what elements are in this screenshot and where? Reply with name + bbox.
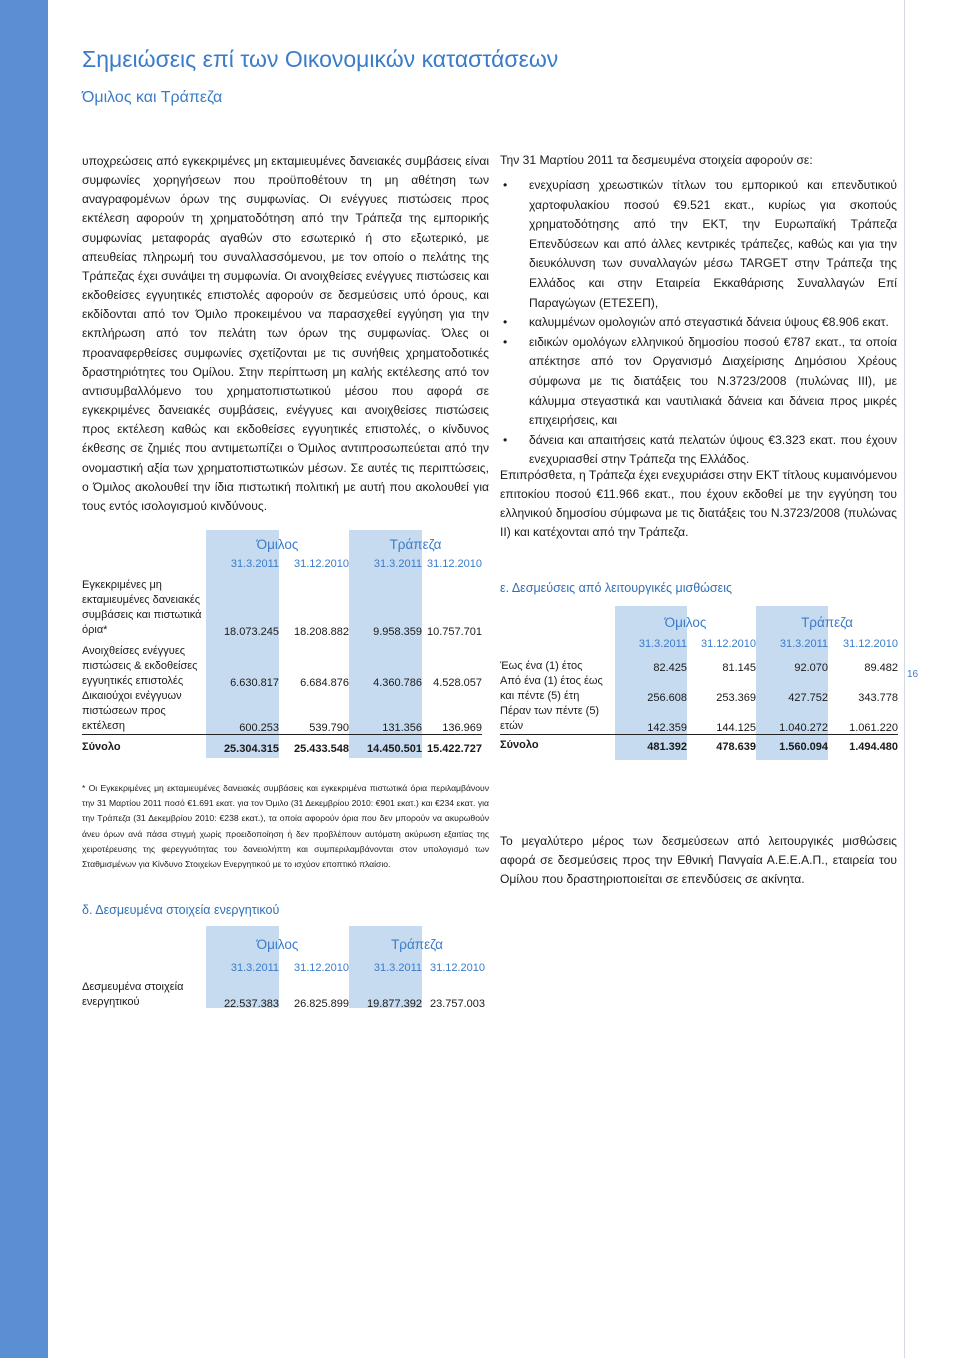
commitments-paragraph: υποχρεώσεις από εγκεκριμένες μη εκταμιευμένες δανειακές συμβάσεις είναι συμφωνίες χορηγήσεων που προϋποθέτουν τη μη αθέτηση των αναγραφομένων όρων της συμφωνίας. Οι ενέγγυες πιστώσεις προς εκτέλεση αφορούν τη χρηματοδότηση από την Τράπεζα της εμπορικής συμφωνίας μεταφοράς αγαθών στο εσωτερικό ή στο εξωτερικό, με απευθείας πληρωμή του συναλλασσόμενου, με τον οποίο ο πελάτης της Τράπεζας έχει συνάψει τη συμφωνία. Οι ανοιχθείσες ενέγγυες πιστώσεις και εκδοθείσες εγγυητικές επιστολές αφορούν σε δεσμεύσεις υπό όρους, και εκδίδονται από τον Όμιλο προκειμένου να παρασχεθεί εγγύηση για την εκπλήρωση από τον πελάτη των όρων της συμφωνίας. Όλες οι προαναφερθείσες συμφωνίες σχετίζονται με τις συνήθεις χρηματοδοτικές δραστηριότητες του Ομίλου. Στην περίπτωση μη καλής εκτέλεσης από τον αντισυμβαλλόμενο του χρηματοπιστωτικού μέσου που αφορά σε εγκεκριμένες δανειακές συμβάσεις, ενέγγυες και ανοιχθείσες πιστώσεις προς εκτέλεση καθώς και εκδοθείσες εγγυητικές επιστολές, ο κίνδυνος έκθεσης σε ζημιές που αντιμετωπίζει ο Όμιλος αντιπροσωπεύεται από την ονομαστική αξία των χρηματοπιστωτικών μέσων. Σε αυτές τις περιπτώσεις, ο Όμιλος ακολουθεί την ίδια πιστωτική πολιτική με αυτή που ακολουθεί για τους εντός ισολογισμού κινδύνους.: [82, 154, 489, 513]
total-label: Σύνολο: [500, 735, 615, 753]
cell-value: 600.253: [239, 722, 279, 734]
group-header-omilos: Όμιλος: [256, 937, 299, 952]
cell-value: 539.790: [309, 722, 350, 734]
list-item: • καλυμμένων ομολογιών από στεγαστικά δάνεια ύψους €8.906 εκατ.: [500, 313, 897, 333]
ect-pledge-paragraph: Επιπρόσθετα, η Τράπεζα έχει ενεχυριάσει στην ΕΚΤ τίτλους κυμαινόμενου επιτοκίου ποσού €11.966 εκατ., που έχουν εκδοθεί με την εγγύηση του ελληνικού δημοσίου σύμφωνα με τις διατάξεις του Ν.3723/2008 (πυλώνας ΙΙ) και κατέχονται από την Τράπεζα.: [500, 468, 897, 540]
total-value: 15.422.727: [422, 735, 482, 755]
table-row: [500, 704, 898, 735]
cell-value: 26.825.899: [293, 998, 350, 1010]
pledged-items-list: [500, 176, 897, 470]
date-header: 31.3.2011: [230, 558, 279, 570]
list-item: • δάνεια και απαιτήσεις κατά πελατών ύψους €3.323 εκατ. που έχουν ενεχυριασθεί στην Τράπεζα της Ελλάδος.: [500, 431, 897, 470]
row-label: Έως ένα (1) έτος: [500, 660, 583, 672]
date-header: 31.3.2011: [779, 638, 829, 650]
cell-value: 89.482: [864, 662, 899, 674]
cell-value: 253.369: [716, 692, 757, 704]
group-header-omilos: Όμιλος: [664, 615, 707, 630]
cell-value: 10.757.701: [426, 626, 483, 638]
date-header: 31.3.2011: [373, 558, 423, 570]
total-value: 25.433.548: [279, 735, 349, 755]
date-header: 31.12.2010: [700, 638, 757, 650]
date-header: 31.12.2010: [293, 962, 350, 974]
section-e-heading: ε. Δεσμεύσεις από λειτουργικές μισθώσεις: [500, 581, 733, 595]
date-header: 31.12.2010: [426, 558, 483, 570]
footnote: * Οι Εγκεκριμένες μη εκταμιευμένες δανειακές συμβάσεις και εγκεκριμένα πιστωτικά όρια περιλαμβάνουν την 31 Μαρτίου 2011 ποσό €1.691 εκατ. για τον Όμιλο (31 Δεκεμβρίου 2010: €901 εκατ.) και €234 εκατ. για την Τράπεζα (31 Δεκεμβρίου 2010: €238 εκατ.), τα οποία αφορούν όρια που δεν μπορούν να ακυρωθούν άνευ όρων ανά πάσα στιγμή χωρίς προειδοποίηση ή δεν προβλέπουν αυτόματη ακύρωση εξαιτίας της χειροτέρευσης της φερεγγυότητας του δανειολήπτη και συμπεριλαμβάνονται στον υπολογισμό των Σταθμισμένων για Κίνδυνο Στοιχείων Ενεργητικού με το ισχύον εποπτικό πλαίσιο.: [82, 783, 489, 870]
cell-value: 81.145: [722, 662, 757, 674]
commitments-table-block: [82, 530, 489, 776]
row-label: Εγκεκριμένες μη εκταμιευμένες δανειακές συμβάσεις και πιστωτικά όρια*: [82, 579, 202, 636]
total-value: 25.304.315: [206, 735, 279, 755]
cell-value: 82.425: [653, 662, 687, 674]
pledged-table: [82, 926, 485, 1010]
list-item: • ειδικών ομολόγων ελληνικού δημοσίου ποσού €787 εκατ., τα οποία απέκτησε από τον Οργανισμό Διαχείρισης Δημόσιου Χρέους σύμφωνα με τις διατάξεις του Ν.3723/2008 (πυλώνας ΙΙΙ), με κάλυμμα στεγαστικά και ναυτιλιακά δάνεια και δάνεια προς μικρές επιχειρήσεις, και: [500, 333, 897, 431]
cell-value: 19.877.392: [366, 998, 423, 1010]
total-value: 14.450.501: [349, 735, 422, 755]
date-header: 31.3.2011: [638, 638, 687, 650]
leases-table-block: [500, 606, 900, 762]
total-label: Σύνολο: [82, 735, 206, 755]
left-color-band: [0, 0, 48, 1358]
list-item: • ενεχυρίαση χρεωστικών τίτλων του εμπορικού και επενδυτικού χαρτοφυλακίου ποσού €9.521 εκατ., κυρίως για σκοπούς χρηματοδότησης από την ΕΚΤ, την Ευρωπαϊκή Τράπεζα Επενδύσεων και από άλλες κεντρικές τράπεζες, καθώς και για την διευκόλυνση των συναλλαγών μέσω TARGET στην Τράπεζα της Ελλάδος και στην Εταιρεία Εκκαθάρισης Συναλλαγών Επί Παραγώγων (ΕΤΕΣΕΠ),: [500, 176, 897, 313]
total-value: 478.639: [687, 735, 756, 753]
table-row: [82, 578, 482, 638]
total-row: [82, 735, 482, 755]
cell-value: 142.359: [647, 722, 687, 734]
row-label: Δικαιούχοι ενέγγυων πιστώσεων προς εκτέλεση: [82, 690, 182, 732]
table-row: [82, 980, 485, 1010]
page-title: Σημειώσεις επί των Οικονομικών καταστάσεων: [82, 46, 559, 72]
row-label: Πέραν των πέντε (5) ετών: [500, 705, 600, 732]
date-header: 31.12.2010: [429, 962, 486, 974]
total-value: 1.494.480: [828, 735, 898, 753]
group-header-omilos: Όμιλος: [256, 537, 299, 552]
cell-value: 9.958.359: [373, 626, 423, 638]
cell-value: 131.356: [382, 722, 423, 734]
table-row: [500, 674, 898, 704]
page-subtitle: Όμιλος και Τράπεζα: [82, 89, 223, 106]
row-label: Από ένα (1) έτος έως και πέντε (5) έτη: [500, 675, 603, 702]
cell-value: 136.969: [442, 722, 483, 734]
cell-value: 92.070: [794, 662, 829, 674]
cell-value: 18.208.882: [293, 626, 350, 638]
cell-value: 18.073.245: [223, 626, 279, 638]
leases-closing-paragraph: Το μεγαλύτερο μέρος των δεσμεύσεων από λειτουργικές μισθώσεις αφορά σε δεσμεύσεις προς την Εθνική Πανγαία Α.Ε.Ε.Α.Π., εταιρεία του Ομίλου που δραστηριοποιείται σε επενδύσεις σε ακίνητα.: [500, 834, 897, 887]
cell-value: 427.752: [788, 692, 829, 704]
cell-value: 22.537.383: [223, 998, 279, 1010]
table-row: [82, 689, 482, 735]
cell-value: 1.061.220: [849, 722, 899, 734]
section-d-heading: δ. Δεσμευμένα στοιχεία ενεργητικού: [82, 903, 280, 917]
row-label: Δεσμευμένα στοιχεία ενεργητικού: [82, 981, 184, 1008]
group-header-trapeza: Τράπεζα: [389, 537, 442, 552]
pledged-table-block: [82, 926, 489, 1010]
pledged-intro: Την 31 Μαρτίου 2011 τα δεσμευμένα στοιχεία αφορούν σε:: [500, 153, 813, 167]
date-header: 31.3.2011: [373, 962, 423, 974]
date-header: 31.12.2010: [293, 558, 350, 570]
page-number: 16: [907, 669, 919, 680]
total-value: 481.392: [615, 735, 687, 753]
row-label: Ανοιχθείσες ενέγγυες πιστώσεις & εκδοθείσες εγγυητικές επιστολές: [82, 645, 198, 687]
date-header: 31.12.2010: [842, 638, 899, 650]
table-row: [500, 654, 898, 674]
cell-value: 6.630.817: [230, 677, 279, 689]
group-header-trapeza: Τράπεζα: [391, 937, 443, 952]
total-value: 1.560.094: [756, 735, 828, 753]
cell-value: 343.778: [858, 692, 899, 704]
cell-value: 256.608: [647, 692, 687, 704]
cell-value: 1.040.272: [779, 722, 829, 734]
cell-value: 4.360.786: [373, 677, 423, 689]
cell-value: 6.684.876: [300, 677, 350, 689]
commitments-table: [82, 530, 482, 755]
cell-value: 144.125: [716, 722, 757, 734]
cell-value: 23.757.003: [429, 998, 486, 1010]
table-row: [82, 644, 482, 689]
cell-value: 4.528.057: [433, 677, 483, 689]
right-margin-line: [904, 0, 905, 1358]
total-row: [500, 735, 898, 753]
leases-table: [500, 606, 898, 753]
date-header: 31.3.2011: [230, 962, 279, 974]
group-header-trapeza: Τράπεζα: [801, 615, 853, 630]
